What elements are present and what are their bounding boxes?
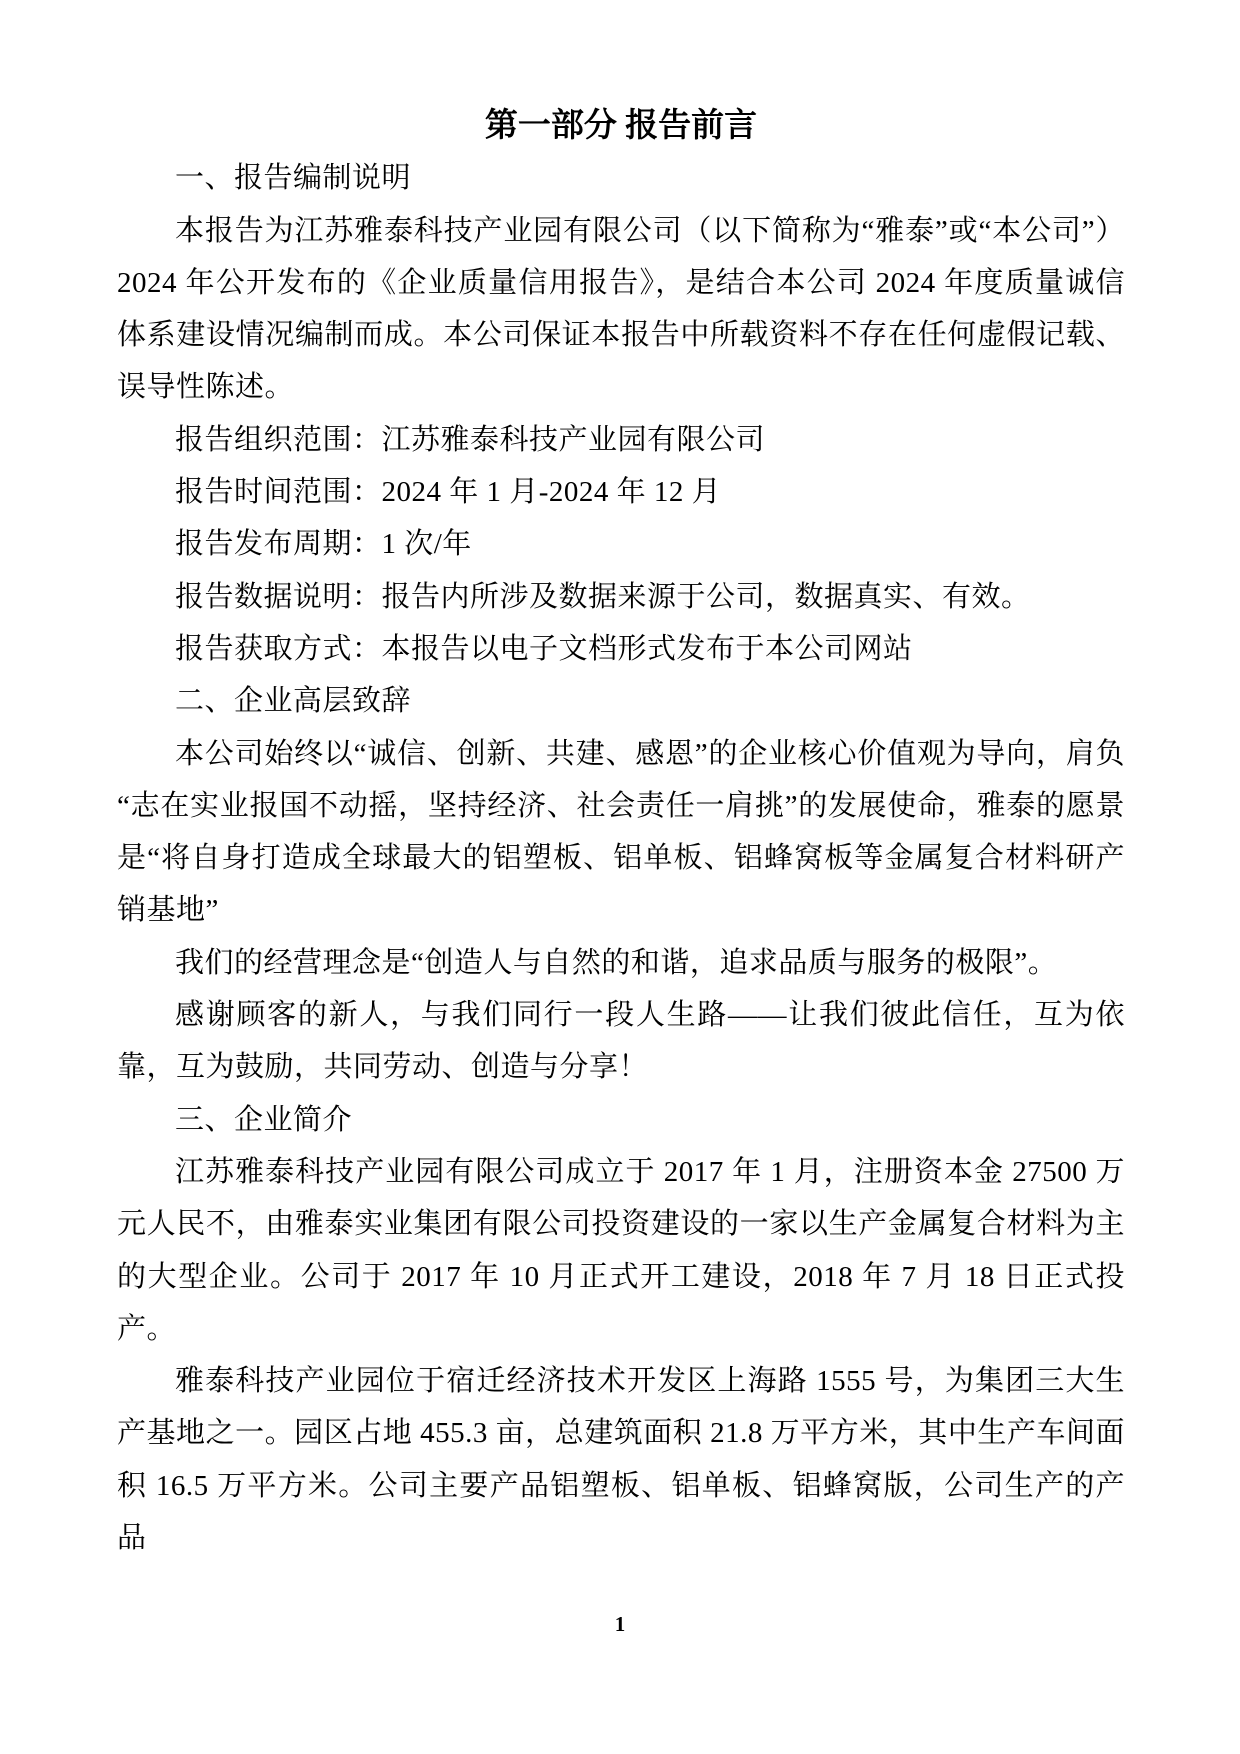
paragraph-core-values: 本公司始终以“诚信、创新、共建、感恩”的企业核心价值观为导向，肩负“志在实业报国不动摇，坚持经济、社会责任一肩挑”的发展使命，雅泰的愿景是“将自身打造成全球最大的铝塑板、铝单板、铝蜂窝板等金属复合材料研产销基地” (117, 737, 1125, 927)
section-heading-executive-address: 二、企业高层致辞 (175, 685, 412, 718)
section-heading-company-profile: 三、企业简介 (175, 1103, 353, 1136)
paragraph-company-founding: 江苏雅泰科技产业园有限公司成立于 2017 年 1 月，注册资本金 27500 万元人民不，由雅泰实业集团有限公司投资建设的一家以生产金属复合材料为主的大型企业。公司于 2017 年 10 月正式开工建设，2018 年 7 月 18 日正式投产。 (117, 1155, 1125, 1345)
paragraph-report-access: 报告获取方式：本报告以电子文档形式发布于本公司网站 (175, 632, 913, 665)
paragraph-business-philosophy: 我们的经营理念是“创造人与自然的和谐，追求品质与服务的极限”。 (175, 946, 1058, 979)
document-body (117, 100, 1125, 1564)
paragraph-report-intro: 本报告为江苏雅泰科技产业园有限公司（以下简称为“雅泰”或“本公司”）2024 年公开发布的《企业质量信用报告》，是结合本公司 2024 年度质量诚信体系建设情况编制而成。本公司保证本报告中所载资料不存在任何虚假记载、误导性陈述。 (117, 214, 1125, 404)
page-footer (0, 1612, 1240, 1637)
section-executive-address (117, 675, 1125, 1093)
paragraph-report-frequency: 报告发布周期：1 次/年 (175, 528, 472, 561)
section-heading-report-notes: 一、报告编制说明 (175, 162, 412, 195)
paragraph-report-data-note: 报告数据说明：报告内所涉及数据来源于公司，数据真实、有效。 (175, 580, 1031, 613)
paragraph-customer-thanks: 感谢顾客的新人，与我们同行一段人生路——让我们彼此信任，互为依靠，互为鼓励，共同劳动、创造与分享！ (117, 999, 1125, 1084)
paragraph-report-scope: 报告组织范围：江苏雅泰科技产业园有限公司 (175, 423, 766, 456)
section-company-profile (117, 1094, 1125, 1565)
page-number: 1 (614, 1612, 626, 1636)
page-title: 第一部分 报告前言 (484, 108, 758, 144)
section-report-notes (117, 152, 1125, 675)
paragraph-report-period: 报告时间范围：2024 年 1 月-2024 年 12 月 (175, 476, 722, 509)
paragraph-company-location: 雅泰科技产业园位于宿迁经济技术开发区上海路 1555 号，为集团三大生产基地之一。园区占地 455.3 亩，总建筑面积 21.8 万平方米，其中生产车间面积 16.5 万平方米。公司主要产品铝塑板、铝单板、铝蜂窝版，公司生产的产品 (117, 1365, 1125, 1555)
